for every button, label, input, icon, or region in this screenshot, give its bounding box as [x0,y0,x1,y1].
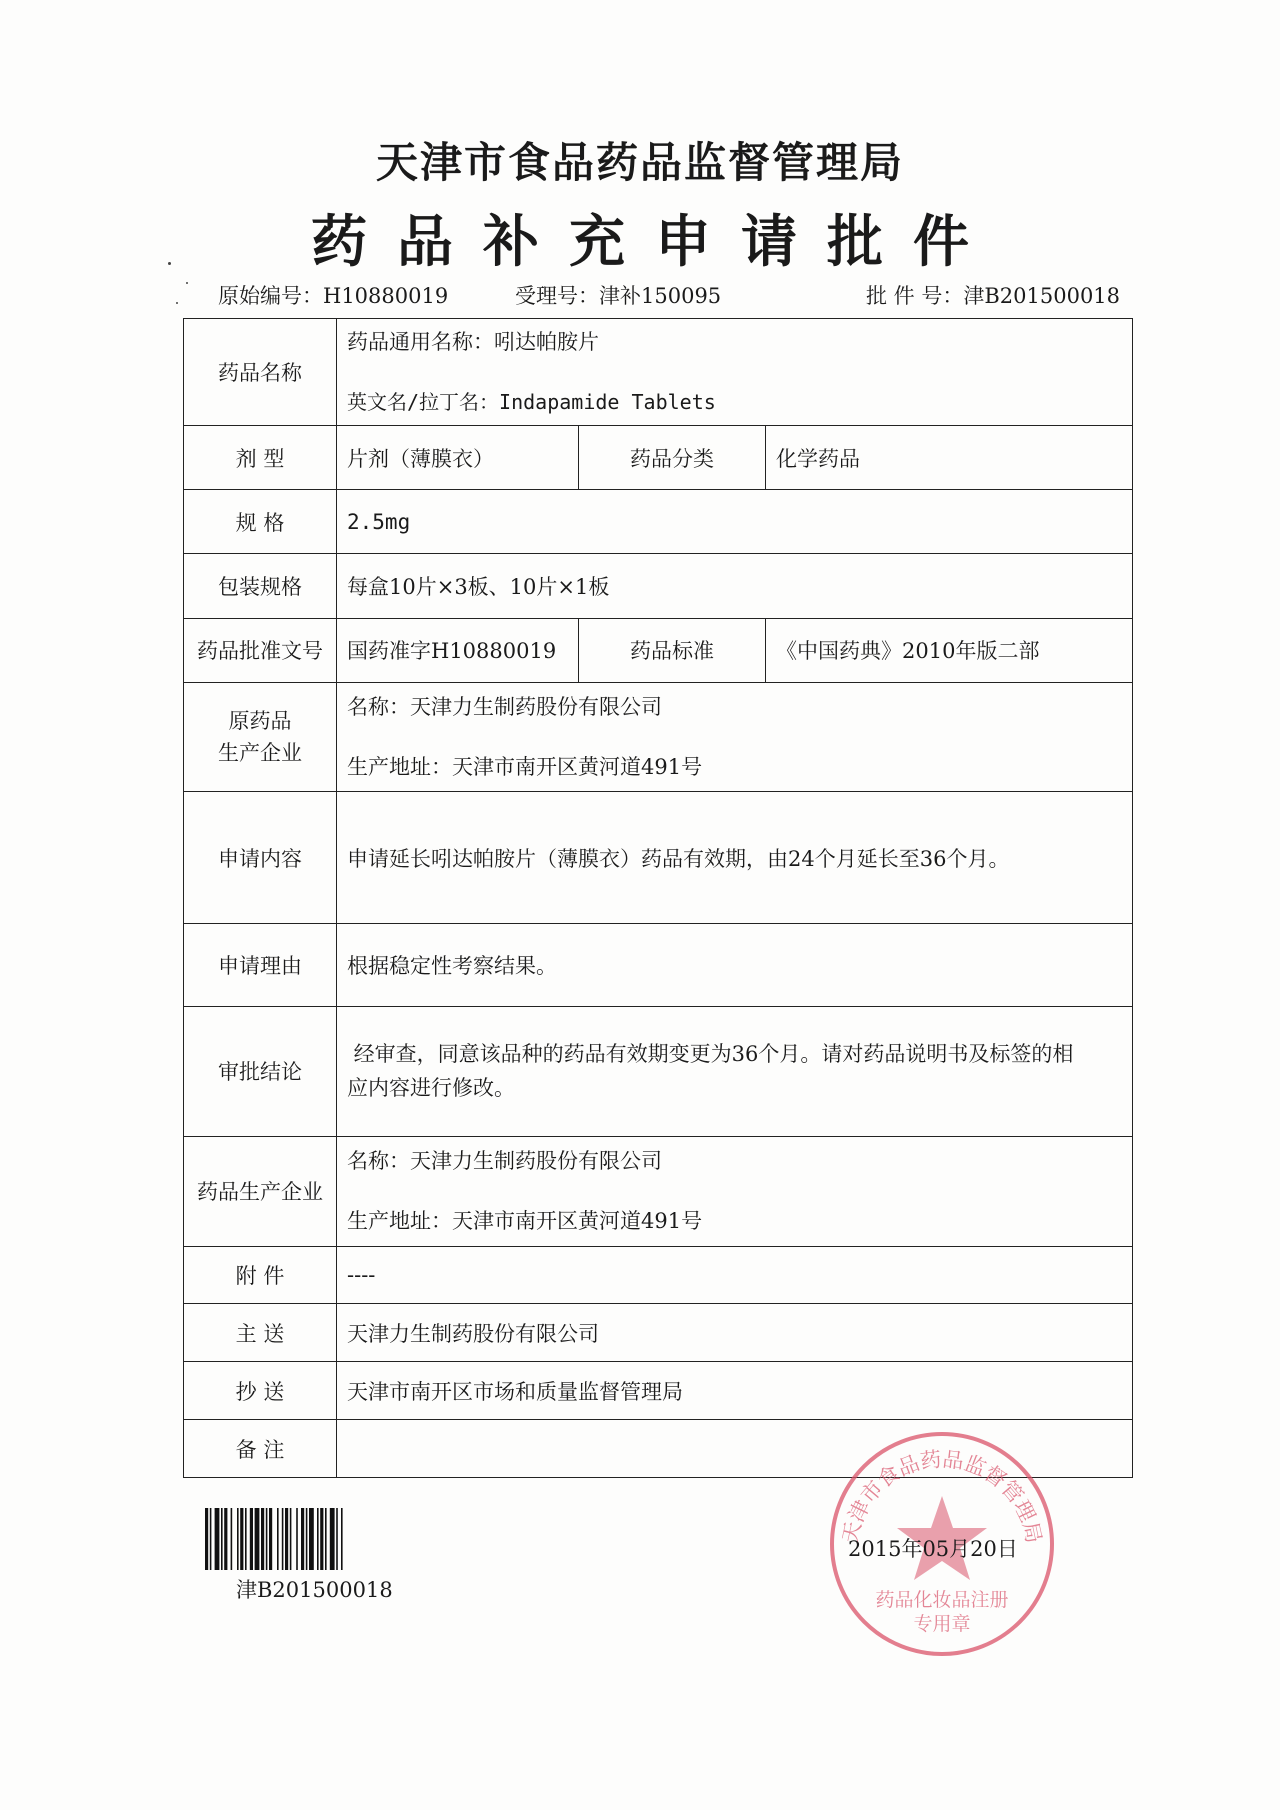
barcode-bar [309,1508,314,1570]
approval-number: 批 件 号：津B201500018 [866,284,1121,308]
remark-label: 备 注 [184,1420,337,1478]
approval-conclusion-label: 审批结论 [184,1006,337,1136]
barcode-bar [261,1508,264,1570]
category-value: 化学药品 [766,426,1133,490]
original-manufacturer-address: 生产地址：天津市南开区黄河道491号 [347,754,703,779]
original-manufacturer-label-1: 原药品 [228,708,292,733]
package-label: 包装规格 [184,554,337,618]
row-approval-doc [184,618,1133,682]
cc-value: 天津市南开区市场和质量监督管理局 [337,1362,1133,1420]
cc-label: 抄 送 [184,1362,337,1420]
standard-label: 药品标准 [579,618,766,682]
row-approval-conclusion [184,1006,1133,1136]
barcode-bar [215,1508,220,1570]
row-package [184,554,1133,618]
barcode-bar [341,1508,343,1570]
scan-speck [186,282,188,284]
barcode-number: 津B201500018 [236,1578,393,1602]
manufacturer-name: 名称：天津力生制药股份有限公司 [347,1149,662,1174]
dosage-form-value: 片剂（薄膜衣） [337,426,579,490]
barcode-bar [255,1508,260,1570]
drug-name-label: 药品名称 [184,319,337,426]
barcode-bar [205,1508,208,1570]
attachment-label: 附 件 [184,1246,337,1304]
approval-conclusion-line-2: 应内容进行修改。 [347,1076,515,1101]
original-manufacturer-label [184,682,337,791]
row-cc [184,1362,1133,1420]
agency-name: 天津市食品药品监督管理局 [375,138,904,187]
barcode-bar [282,1508,284,1570]
original-manufacturer-name: 名称：天津力生制药股份有限公司 [347,694,662,719]
issue-date: 2015年05月20日 [848,1537,1018,1561]
barcode-image [205,1508,423,1570]
approval-conclusion-line-1: 经审查，同意该品种的药品有效期变更为36个月。请对药品说明书及标签的相 [347,1042,1074,1067]
barcode-bar [210,1508,212,1570]
package-value: 每盒10片×3板、10片×1板 [337,554,1133,618]
approval-form-table [183,318,1133,1478]
application-content-value: 申请延长吲达帕胺片（薄膜衣）药品有效期，由24个月延长至36个月。 [337,792,1133,924]
scan-speck [168,262,171,265]
barcode-bar [290,1508,292,1570]
row-spec [184,490,1133,554]
standard-value: 《中国药典》2010年版二部 [766,618,1133,682]
application-content-label: 申请内容 [184,792,337,924]
english-name: 英文名/拉丁名：Indapamide Tablets [347,390,716,415]
row-send-to [184,1304,1133,1362]
row-attachment [184,1246,1133,1304]
original-manufacturer-cell [337,682,1133,791]
document-title: 药品补充申请批件 [311,210,999,275]
category-label: 药品分类 [579,426,766,490]
barcode-bar [330,1508,335,1570]
barcode-bar [301,1508,304,1570]
manufacturer-label: 药品生产企业 [184,1137,337,1246]
barcode-bar [269,1508,272,1570]
approval-conclusion-cell [337,1006,1133,1136]
spec-value: 2.5mg [337,490,1133,554]
original-manufacturer-label-2: 生产企业 [218,740,302,765]
approval-doc-value: 国药准字H10880019 [337,618,579,682]
barcode-bar [296,1508,298,1570]
barcode-bar [336,1508,338,1570]
barcode-bar [325,1508,327,1570]
row-application-reason [184,924,1133,1007]
spec-label: 规 格 [184,490,337,554]
acceptance-number: 受理号：津补150095 [515,284,722,308]
barcode-bar [237,1508,239,1570]
row-drug-name [184,319,1133,426]
seal-ring-text: 天津市食品药品监督管理局 [838,1447,1046,1546]
barcode-bar [231,1508,233,1570]
dosage-form-label: 剂 型 [184,426,337,490]
manufacturer-cell [337,1137,1133,1246]
barcode-bar [224,1508,227,1570]
row-dosage-form [184,426,1133,490]
seal-center-text-1: 药品化妆品注册 [875,1589,1009,1611]
barcode-bar [245,1508,247,1570]
barcode-bar [320,1508,323,1570]
barcode-bar [250,1508,253,1570]
barcode-bar [306,1508,308,1570]
approval-doc-label: 药品批准文号 [184,618,337,682]
barcode-bar [285,1508,288,1570]
send-to-value: 天津力生制药股份有限公司 [337,1304,1133,1362]
send-to-label: 主 送 [184,1304,337,1362]
barcode-bar [277,1508,279,1570]
row-manufacturer [184,1137,1133,1246]
row-application-content [184,792,1133,924]
barcode-bar [317,1508,319,1570]
row-original-manufacturer [184,682,1133,791]
attachment-value: ---- [337,1246,1133,1304]
seal-center-text-2: 专用章 [913,1613,971,1635]
application-reason-label: 申请理由 [184,924,337,1007]
drug-name-cell [337,319,1133,426]
scan-speck [176,302,178,304]
application-reason-value: 根据稳定性考察结果。 [337,924,1133,1007]
manufacturer-address: 生产地址：天津市南开区黄河道491号 [347,1209,703,1234]
barcode-bar [240,1508,243,1570]
original-number: 原始编号：H10880019 [218,284,449,308]
barcode-bar [221,1508,223,1570]
generic-name: 药品通用名称：吲达帕胺片 [347,330,599,355]
barcode-bar [266,1508,268,1570]
